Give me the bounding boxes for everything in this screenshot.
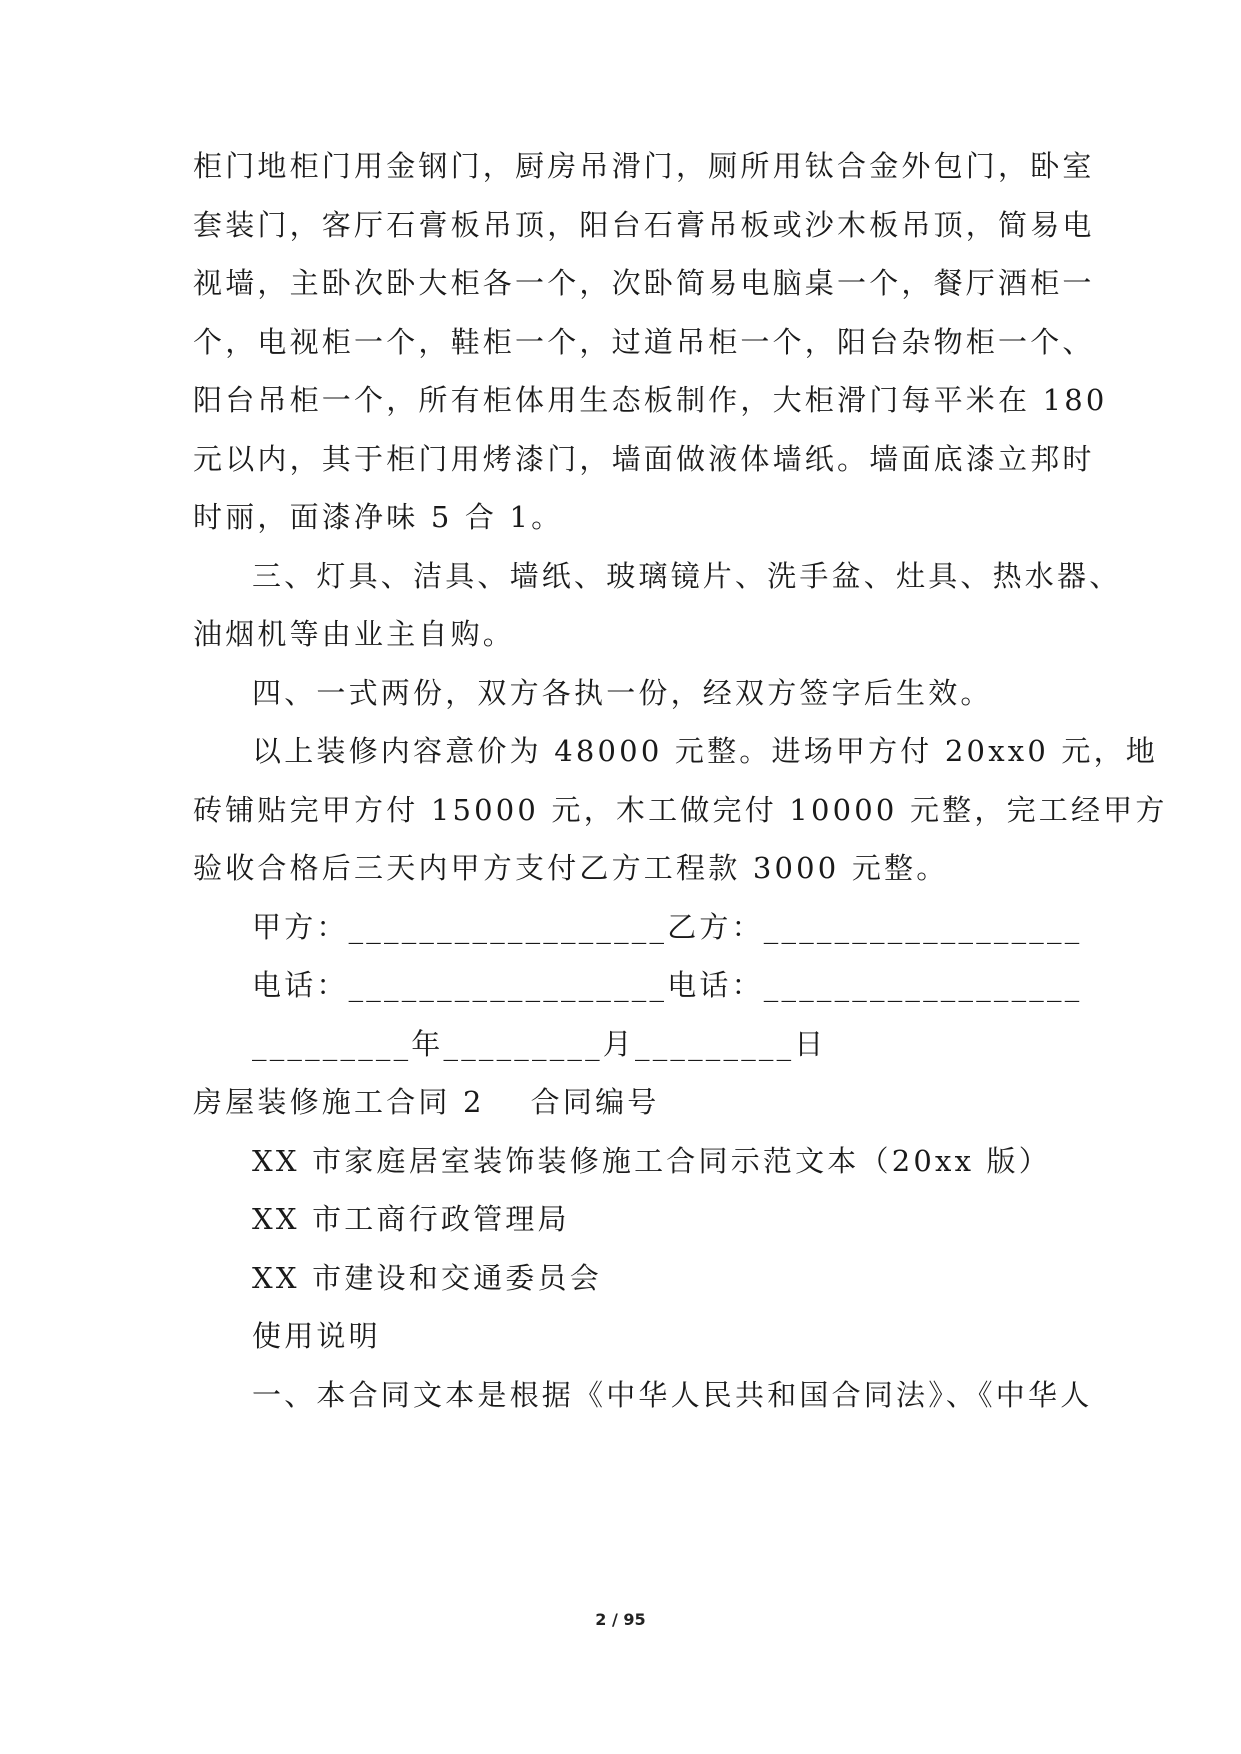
signature-phone-line: 电话：__________________电话：__________________ [252, 968, 1083, 1002]
signature-party-line: 甲方：__________________乙方：__________________ [252, 910, 1083, 944]
page-number: 2 / 95 [595, 1610, 646, 1629]
payment-line: 验收合格后三天内甲方支付乙方工程款 3000 元整。 [193, 851, 949, 885]
next-contract-heading [193, 1082, 659, 1122]
usage-instructions-heading: 使用说明 [252, 1319, 381, 1353]
body-text-line: 视墙，主卧次卧大柜各一个，次卧简易电脑桌一个，餐厅酒柜一 [193, 266, 1095, 300]
payment-line: 以上装修内容意价为 48000 元整。进场甲方付 20xx0 元，地 [252, 734, 1158, 768]
contract-template-title: XX 市家庭居室装饰装修施工合同示范文本（20xx 版） [252, 1144, 1051, 1178]
body-text-line: 时丽，面漆净味 5 合 1。 [193, 500, 564, 534]
payment-line: 砖铺贴完甲方付 15000 元，木工做完付 10000 元整，完工经甲方 [193, 793, 1168, 827]
signature-date-line: _________年_________月_________日 [252, 1027, 827, 1061]
body-text-line: 柜门地柜门用金钢门，厨房吊滑门，厕所用钛合金外包门，卧室 [193, 149, 1095, 183]
contract-number-label: 合同编号 [530, 1085, 660, 1119]
issuing-authority: XX 市建设和交通委员会 [252, 1261, 602, 1295]
body-text-line: 套装门，客厅石膏板吊顶，阳台石膏吊板或沙木板吊顶，简易电 [193, 208, 1095, 242]
clause-three-line: 油烟机等由业主自购。 [193, 617, 516, 651]
clause-four: 四、一式两份，双方各执一份，经双方签字后生效。 [252, 676, 993, 710]
body-text-line: 元以内，其于柜门用烤漆门，墙面做液体墙纸。墙面底漆立邦时 [193, 442, 1095, 476]
clause-three-line: 三、灯具、洁具、墙纸、玻璃镜片、洗手盆、灶具、热水器、 [252, 559, 1122, 593]
body-text-line: 个，电视柜一个，鞋柜一个，过道吊柜一个，阳台杂物柜一个、 [193, 325, 1095, 359]
issuing-authority: XX 市工商行政管理局 [252, 1202, 570, 1236]
body-text-line: 阳台吊柜一个，所有柜体用生态板制作，大柜滑门每平米在 180 [193, 383, 1108, 417]
next-contract-title: 房屋装修施工合同 2 [193, 1085, 485, 1119]
usage-instructions-line: 一、本合同文本是根据《中华人民共和国合同法》、《中华人 [252, 1378, 1093, 1412]
